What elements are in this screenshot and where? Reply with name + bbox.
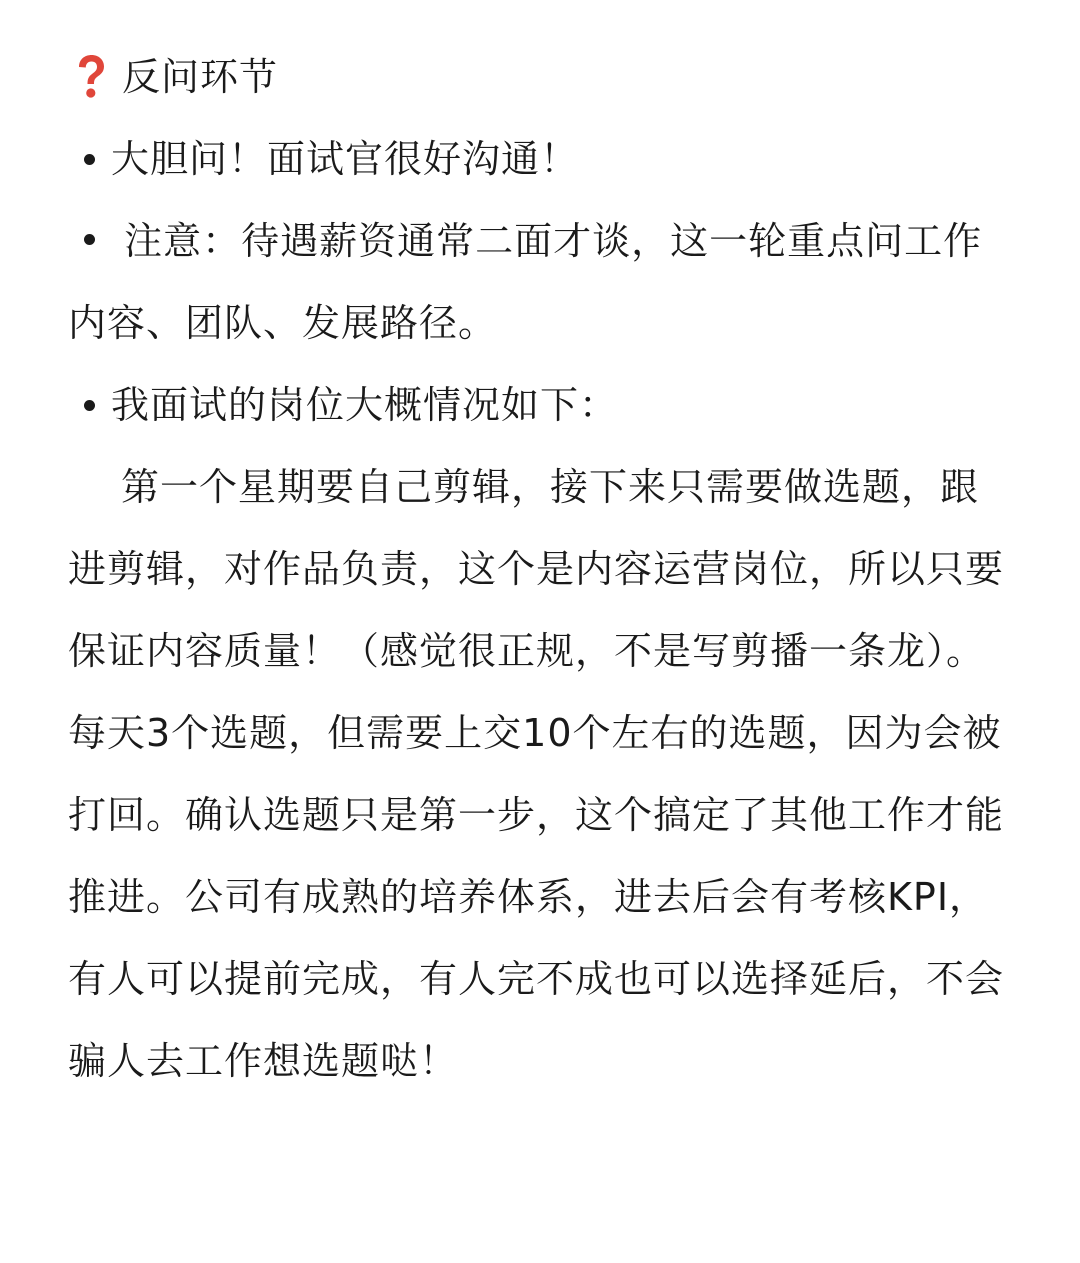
list-item bbox=[68, 118, 1008, 200]
bullet-dot bbox=[84, 154, 95, 165]
list-item bbox=[68, 200, 1008, 364]
bullet-dot bbox=[84, 400, 95, 411]
bullet-dot bbox=[84, 234, 95, 245]
section-title: 反问环节 bbox=[122, 55, 279, 99]
list-item bbox=[68, 364, 1008, 446]
list-item-text: 大胆问！面试官很好沟通！ bbox=[111, 137, 580, 181]
list-item-text: 我面试的岗位大概情况如下： bbox=[111, 383, 619, 427]
body-paragraph: 第一个星期要自己剪辑，接下来只需要做选题，跟进剪辑，对作品负责，这个是内容运营岗位，所以只要保证内容质量！（感觉很正规，不是写剪播一条龙）。每天3个选题，但需要上交10个左右的选题，因为会被打回。确认选题只是第一步，这个搞定了其他工作才能推进。公司有成熟的培养体系，进去后会有考核KPI，有人可以提前完成，有人完不成也可以选择延后，不会骗人去工作想选题哒！ bbox=[68, 465, 1005, 1083]
red-question-mark-icon bbox=[74, 54, 108, 100]
section-heading bbox=[68, 36, 1008, 118]
post-body bbox=[68, 36, 1008, 1102]
list-item-text: 注意：待遇薪资通常二面才谈，这一轮重点问工作内容、团队、发展路径。 bbox=[68, 219, 983, 345]
